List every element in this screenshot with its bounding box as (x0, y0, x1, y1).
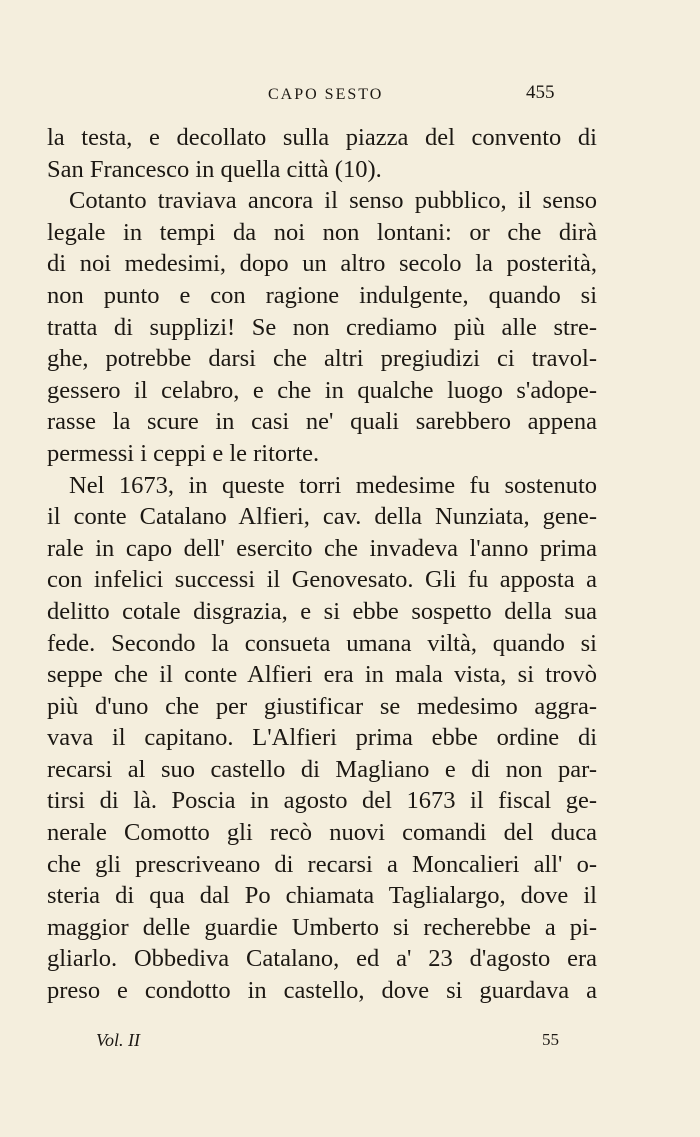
page-footer (0, 1030, 700, 1060)
text-line: permessi i ceppi e le ritorte. (47, 439, 320, 467)
text-line: ghe, potrebbe darsi che altri pregiudizi ci travol- (47, 345, 597, 373)
text-line: recarsi al suo castello di Magliano e di non par- (47, 755, 597, 783)
page-header (0, 82, 700, 112)
text-line: nerale Comotto gli recò nuovi comandi del duca (47, 819, 597, 847)
text-line: delitto cotale disgrazia, e si ebbe sospetto della sua (47, 597, 597, 625)
signature-mark: 55 (542, 1030, 559, 1049)
text-line: Nel 1673, in queste torri medesime fu sostenuto (69, 471, 597, 499)
text-line: la testa, e decollato sulla piazza del convento di (47, 124, 597, 151)
text-line: tratta di supplizi! Se non crediamo più alle stre- (47, 313, 597, 341)
text-line: maggior delle guardie Umberto si recherebbe a pi- (47, 913, 597, 941)
text-line: preso e condotto in castello, dove si guardava a (47, 977, 597, 1005)
text-line: rasse la scure in casi ne' quali sarebbero appena (47, 408, 597, 436)
volume-label: Vol. II (96, 1030, 140, 1050)
text-line: con infelici successi il Genovesato. Gli fu apposta a (47, 566, 597, 594)
text-line: legale in tempi da noi non lontani: or che dirà (47, 218, 597, 246)
page-number: 455 (526, 82, 555, 103)
text-line: gliarlo. Obbediva Catalano, ed a' 23 d'agosto era (47, 945, 597, 973)
running-title: CAPO SESTO (268, 86, 384, 103)
text-line: il conte Catalano Alfieri, cav. della Nunziata, gene- (47, 503, 597, 531)
text-line: seppe che il conte Alfieri era in mala vista, si trovò (47, 661, 597, 689)
text-line: Cotanto traviava ancora il senso pubblico, il senso (69, 187, 597, 215)
text-line: di noi medesimi, dopo un altro secolo la posterità, (47, 250, 597, 278)
text-line: tirsi di là. Poscia in agosto del 1673 il fiscal ge- (47, 787, 597, 815)
text-line: fede. Secondo la consueta umana viltà, quando si (47, 629, 597, 657)
text-line: San Francesco in quella città (10). (47, 155, 382, 183)
text-line: steria di qua dal Po chiamata Taglialargo, dove il (47, 882, 597, 910)
text-line: gessero il celabro, e che in qualche luogo s'adope- (47, 376, 597, 404)
text-line: vava il capitano. L'Alfieri prima ebbe ordine di (47, 724, 597, 752)
text-line: non punto e con ragione indulgente, quando si (47, 281, 597, 309)
text-line: rale in capo dell' esercito che invadeva l'anno prima (47, 534, 597, 562)
text-line: che gli prescriveano di recarsi a Moncalieri all' o- (47, 850, 597, 878)
text-line: più d'uno che per giustificar se medesimo aggra- (47, 692, 597, 720)
body-text (47, 122, 597, 1007)
